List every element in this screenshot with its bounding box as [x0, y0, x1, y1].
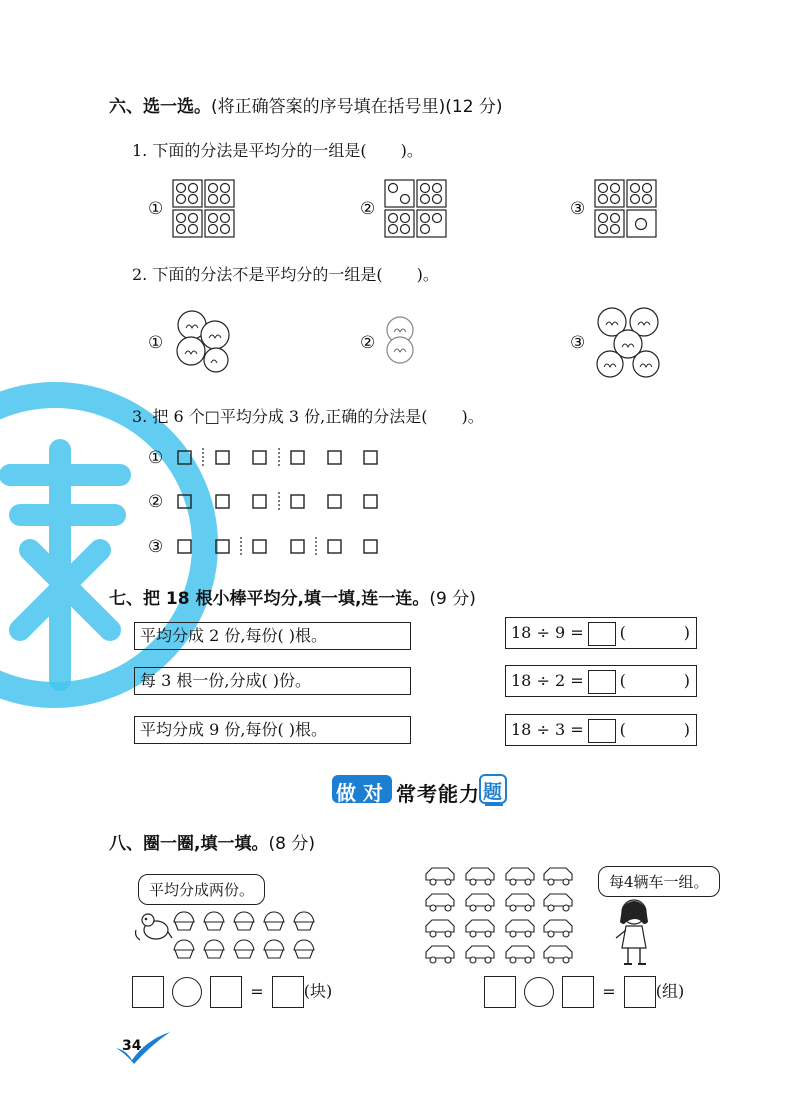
left-statement-2[interactable]: 每 3 根一份,分成( )份。 — [134, 667, 411, 695]
answer-box[interactable] — [484, 976, 516, 1008]
section-6-title: 六、选一选。(将正确答案的序号填在括号里)(12 分) — [109, 97, 503, 117]
option-marker: ③ — [570, 333, 586, 353]
banner-char-3: 题 — [483, 781, 503, 803]
banner-common-ability — [330, 772, 512, 806]
answer-box[interactable] — [588, 670, 616, 694]
figure-option-1-squares — [172, 179, 236, 239]
equation-left: = (块) — [132, 976, 332, 1008]
option-marker: ① — [148, 199, 164, 219]
answer-box[interactable] — [624, 976, 656, 1008]
operator-circle[interactable] — [172, 977, 202, 1007]
equation-right: = (组) — [484, 976, 684, 1008]
figure-option-2-plates — [383, 314, 419, 366]
speech-bubble-right: 每4辆车一组。 — [598, 866, 720, 897]
operator-circle[interactable] — [524, 977, 554, 1007]
left-statement-1[interactable]: 平均分成 2 份,每份( )根。 — [134, 622, 411, 650]
banner-middle: 常考能力 — [396, 782, 480, 806]
right-equation-3[interactable]: 18 ÷ 3 = ( ) — [505, 714, 697, 746]
answer-box[interactable] — [132, 976, 164, 1008]
figure-option-2-squares — [384, 179, 448, 239]
answer-box[interactable] — [562, 976, 594, 1008]
figure-option-1-plates — [172, 308, 234, 374]
answer-box[interactable] — [588, 622, 616, 646]
unit-label: (组) — [655, 981, 685, 1001]
figure-option-3-squares — [594, 179, 658, 239]
right-equation-1[interactable]: 18 ÷ 9 = ( ) — [505, 617, 697, 649]
question-6-2: 2. 下面的分法不是平均分的一组是( )。 — [132, 265, 439, 284]
section-7-title: 七、把 18 根小棒平均分,填一填,连一连。(9 分) — [109, 589, 476, 609]
option-marker: ③ — [570, 199, 586, 219]
right-equation-2[interactable]: 18 ÷ 2 = ( ) — [505, 665, 697, 697]
unit-label: (块) — [303, 981, 333, 1001]
section-8-title: 八、圈一圈,填一填。(8 分) — [109, 834, 315, 854]
answer-box[interactable] — [588, 719, 616, 743]
question-6-3: 3. 把 6 个□平均分成 3 份,正确的分法是( )。 — [132, 407, 484, 426]
cars-grid — [423, 862, 583, 966]
figure-option-3-plates — [594, 306, 664, 378]
option-marker: ① — [148, 333, 164, 353]
cakes-group — [172, 908, 322, 964]
q3-option-rows — [148, 442, 388, 557]
mouse-icon — [134, 908, 174, 944]
option-marker: ② — [360, 199, 376, 219]
banner-char-1: 做 — [336, 781, 356, 805]
option-marker: ③ — [148, 537, 164, 557]
page-number: 34 — [122, 1038, 142, 1054]
option-marker: ② — [360, 333, 376, 353]
answer-box[interactable] — [272, 976, 304, 1008]
girl-icon — [608, 896, 660, 968]
speech-bubble-left: 平均分成两份。 — [138, 874, 265, 905]
question-6-1: 1. 下面的分法是平均分的一组是( )。 — [132, 141, 423, 160]
left-statement-3[interactable]: 平均分成 9 份,每份( )根。 — [134, 716, 411, 744]
option-marker: ① — [148, 448, 164, 468]
option-marker: ② — [148, 492, 164, 512]
answer-box[interactable] — [210, 976, 242, 1008]
banner-char-2: 对 — [363, 781, 383, 805]
